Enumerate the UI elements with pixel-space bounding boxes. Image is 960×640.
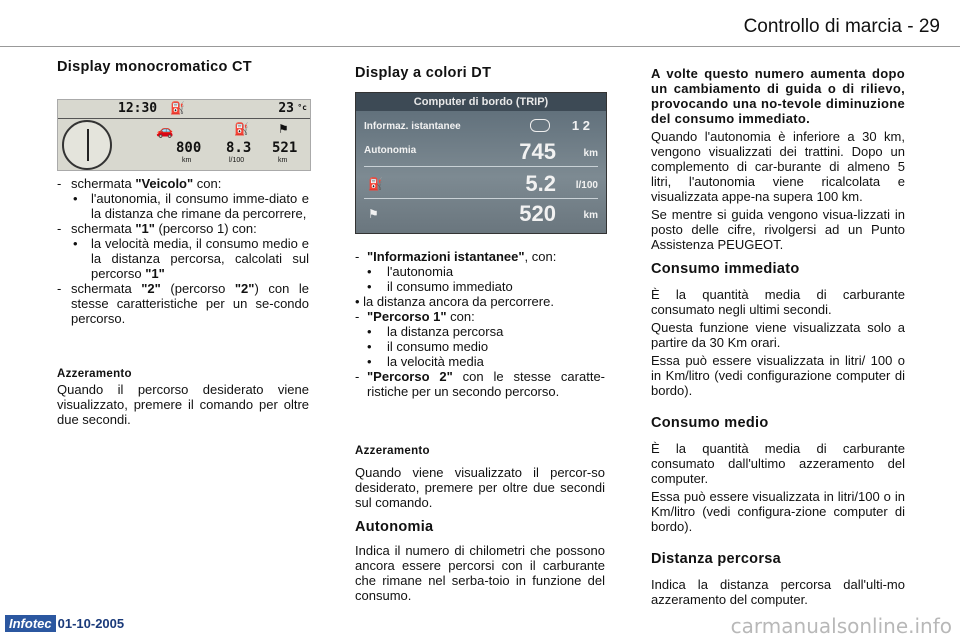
color-display-row: Informaz. istantanee 1 2 <box>364 118 590 133</box>
list-item: • l'autonomia <box>367 264 454 279</box>
list-item: - schermata "2" (percorso "2") con le stesse caratteristiche per un se-condo percorso. <box>57 281 309 326</box>
mono-value-3: 521 <box>272 140 298 156</box>
mono-reset-text: Quando il percorso desiderato viene visualizzato, premere il comando per oltre due secondi. <box>57 382 309 427</box>
color-list <box>355 249 605 399</box>
list-item: - "Informazioni istantanee", con: <box>355 249 557 264</box>
mono-time: 12:30 <box>118 101 158 116</box>
list-item: - schermata "1" (percorso 1) con: <box>57 221 257 236</box>
header-divider <box>0 46 960 47</box>
clock-icon <box>62 120 112 170</box>
autonomy-paragraph-2: Se mentre si guida vengono visua-lizzati in posto delle cifre, rivolgersi ad un Punto Assistenza PEUGEOT. <box>651 207 905 252</box>
page-header <box>0 0 960 52</box>
autonomy-paragraph-1: Quando l'autonomia è inferiore a 30 km, vengono visualizzati dei trattini. Dopo un complemento di car-burante di almeno 5 litri, l'autonomia viene ricalcolata e visualizzata appe-na supera 100 km. <box>651 129 905 204</box>
list-item: • la velocità media <box>367 354 484 369</box>
footer <box>5 615 124 633</box>
mono-list <box>57 176 309 326</box>
car-icon: 🚗 <box>156 122 174 138</box>
color-display-image <box>355 92 607 234</box>
mono-reset-heading: Azzeramento <box>57 368 132 380</box>
color-display-row: ⛽ 5.2 l/100 <box>364 173 598 199</box>
color-reset-section <box>355 444 605 603</box>
list-item: • il consumo medio <box>367 339 489 354</box>
average-text-1: È la quantità media di carburante consumato dall'ultimo azzeramento del computer. <box>651 441 905 486</box>
list-item: - "Percorso 2" con le stesse caratte-ristiche per un secondo percorso. <box>355 369 606 399</box>
list-item: - "Percorso 1" con: <box>355 309 475 324</box>
list-item: • il consumo immediato <box>367 279 513 294</box>
mono-unit-1: km <box>182 157 192 164</box>
color-reset-heading: Azzeramento <box>355 445 430 457</box>
gauge-icon <box>530 119 550 132</box>
list-item: • la distanza percorsa <box>367 324 504 339</box>
average-text-2: Essa può essere visualizzata in litri/100 o in Km/litro (vedi configura-zione computer di bordo). <box>651 489 905 534</box>
average-consumption-heading: Consumo medio <box>651 415 769 431</box>
column-left <box>57 60 309 75</box>
mono-display-image <box>57 99 311 171</box>
color-display-row: Autonomia 745 km <box>364 141 598 167</box>
color-reset-text: Quando viene visualizzato il percor-so desiderato, premere per oltre due secondi sul comando. <box>355 465 605 510</box>
immediate-text-3: Essa può essere visualizzata in litri/ 100 o in Km/litro (vedi configurazione computer di bordo). <box>651 353 905 398</box>
autonomy-text: Indica il numero di chilometri che possono ancora essere percorsi con il carburante che rimane nel serba-toio in funzione del consumo. <box>355 543 605 603</box>
column-middle <box>355 66 605 81</box>
list-item: - schermata "Veicolo" con: <box>57 176 222 191</box>
list-item: • la distanza ancora da percorrere. <box>355 294 554 309</box>
list-item: • la velocità media, il consumo medio e la distanza percorsa, calcolati sul percorso "1" <box>73 236 309 281</box>
fuel-icon: ⛽ <box>368 177 383 191</box>
intro-note: A volte questo numero aumenta dopo un cambiamento di guida o di rilievo, provocando una no-tevole diminuzione del consumo immediato. <box>651 66 905 126</box>
color-display-row: ⚑ 520 km <box>368 201 598 226</box>
page-title: Controllo di marcia - 29 <box>743 16 940 37</box>
watermark: carmanualsonline.info <box>730 614 952 638</box>
fuel-icon: ⛽ <box>234 122 249 136</box>
mono-value-1: 800 <box>176 140 202 156</box>
distance-heading: Distanza percorsa <box>651 551 782 567</box>
mono-reset-section <box>57 367 309 427</box>
mono-value-2: 8.3 <box>226 140 252 156</box>
flag-icon: ⚑ <box>368 207 379 221</box>
mono-unit-2: l/100 <box>229 157 245 164</box>
column-right <box>651 66 905 607</box>
color-display-heading: Display a colori DT <box>355 65 492 81</box>
color-display-title: Computer di bordo (TRIP) <box>356 93 606 111</box>
fuel-pump-icon: ⛽ <box>170 101 185 115</box>
flag-icon: ⚑ <box>278 122 289 136</box>
mono-unit-3: km <box>278 157 288 164</box>
mono-temp: 23 <box>278 101 294 116</box>
list-item: • l'autonomia, il consumo imme-diato e la distanza che rimane da percorrere, <box>73 191 309 221</box>
immediate-text-2: Questa funzione viene visualizzata solo a partire da 30 Km orari. <box>651 320 905 350</box>
mono-display-topbar <box>58 100 310 119</box>
footer-date: 01-10-2005 <box>57 616 125 631</box>
distance-text: Indica la distanza percorsa dall'ulti-mo azzeramento del computer. <box>651 577 905 607</box>
mono-display-heading: Display monocromatico CT <box>57 59 252 75</box>
immediate-consumption-heading: Consumo immediato <box>651 261 800 277</box>
infotec-logo: Infotec <box>5 615 56 632</box>
mono-temp-unit: °c <box>297 103 307 112</box>
immediate-text-1: È la quantità media di carburante consumato negli ultimi secondi. <box>651 287 905 317</box>
autonomy-heading: Autonomia <box>355 519 434 535</box>
